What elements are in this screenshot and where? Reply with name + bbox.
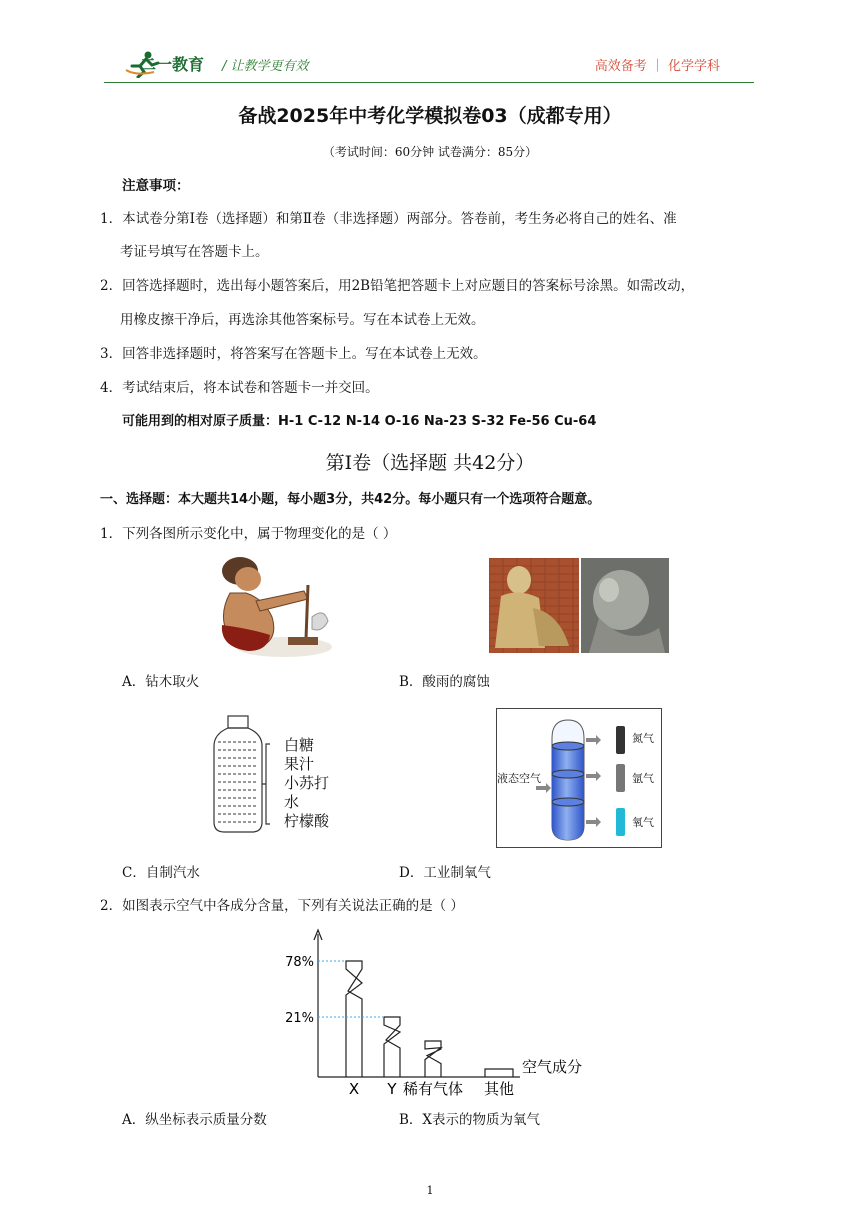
bar xyxy=(346,961,362,1077)
y-tick-label: 21% xyxy=(285,1011,314,1026)
bar xyxy=(384,1017,400,1077)
exam-info: （考试时间：60分钟 试卷满分：85分） xyxy=(322,145,538,159)
x-axis-label: 空气成分 xyxy=(522,1058,583,1076)
bottle-ingredients xyxy=(272,736,329,831)
section-title: 第Ⅰ卷（选择题 共42分） xyxy=(325,452,535,474)
q1-option-d: D．工业制氧气 xyxy=(399,865,491,881)
section-instruction: 一、选择题：本大题共14小题，每小题3分，共42分。每小题只有一个选项符合题意。 xyxy=(100,492,601,507)
acid-rain-corrosion-photo xyxy=(489,558,669,653)
header-divider xyxy=(104,82,754,83)
note-line: 3．回答非选择题时，将答案写在答题卡上。写在本试卷上无效。 xyxy=(100,346,487,362)
page-number: 1 xyxy=(426,1184,434,1197)
note-line: 2．回答选择题时，选出每小题答案后，用2B铅笔把答题卡上对应题目的答案标号涂黑。如需改动， xyxy=(100,278,695,294)
ingredient-label: 柠檬酸 xyxy=(284,812,330,830)
q1-option-a: A．钻木取火 xyxy=(122,674,200,690)
gas-label-oxygen: 氧气 xyxy=(632,816,654,829)
fire-drill-illustration xyxy=(212,555,334,659)
page-title: 备战2025年中考化学模拟卷03（成都专用） xyxy=(238,105,622,127)
note-line: 4．考试结束后，将本试卷和答题卡一并交回。 xyxy=(100,380,379,396)
question-2-stem: 2．如图表示空气中各成分含量，下列有关说法正确的是（ ） xyxy=(100,898,464,914)
ingredient-label: 白糖 xyxy=(284,736,315,754)
ingredient-label: 果汁 xyxy=(284,755,315,773)
q2-option-a: A．纵坐标表示质量分数 xyxy=(122,1112,267,1128)
q1-option-c: C．自制汽水 xyxy=(122,865,200,881)
note-line: 1．本试卷分第Ⅰ卷（选择题）和第Ⅱ卷（非选择题）两部分。答卷前，考生务必将自己的姓名、准 xyxy=(100,211,677,227)
x-tick-label: 稀有气体 xyxy=(402,1080,464,1098)
ingredient-label: 水 xyxy=(284,793,300,811)
q2-option-b: B．X表示的物质为氧气 xyxy=(399,1112,541,1128)
header-subject: 高效备考 ｜ 化学学科 xyxy=(594,59,720,74)
logo-text: 二一教育 xyxy=(140,55,205,74)
air-composition-chart xyxy=(270,922,600,1102)
gas-label-nitrogen: 氮气 xyxy=(632,732,654,745)
soda-bottle-illustration xyxy=(210,712,280,836)
question-1-stem: 1．下列各图所示变化中，属于物理变化的是（ ） xyxy=(100,526,397,542)
x-tick-label: X xyxy=(348,1080,360,1098)
bar xyxy=(425,1041,441,1077)
note-line: 用橡皮擦干净后，再选涂其他答案标号。写在本试卷上无效。 xyxy=(120,312,485,328)
header-slogan: / 让教学更有效 xyxy=(222,59,309,74)
q1-option-b: B．酸雨的腐蚀 xyxy=(399,674,490,690)
note-line: 考证号填写在答题卡上。 xyxy=(120,244,269,260)
notes-heading: 注意事项： xyxy=(122,178,190,194)
x-tick-label: 其他 xyxy=(483,1080,515,1098)
gas-label-argon: 氩气 xyxy=(632,772,654,785)
atomic-masses: 可能用到的相对原子质量：H-1 C-12 N-14 O-16 Na-23 S-32 Fe-56 Cu-64 xyxy=(122,414,597,429)
x-tick-label: Y xyxy=(387,1080,397,1098)
liquid-air-label: 液态空气 xyxy=(497,772,541,785)
ingredient-label: 小苏打 xyxy=(284,774,330,792)
y-tick-label: 78% xyxy=(285,955,314,970)
bar xyxy=(485,1069,513,1077)
